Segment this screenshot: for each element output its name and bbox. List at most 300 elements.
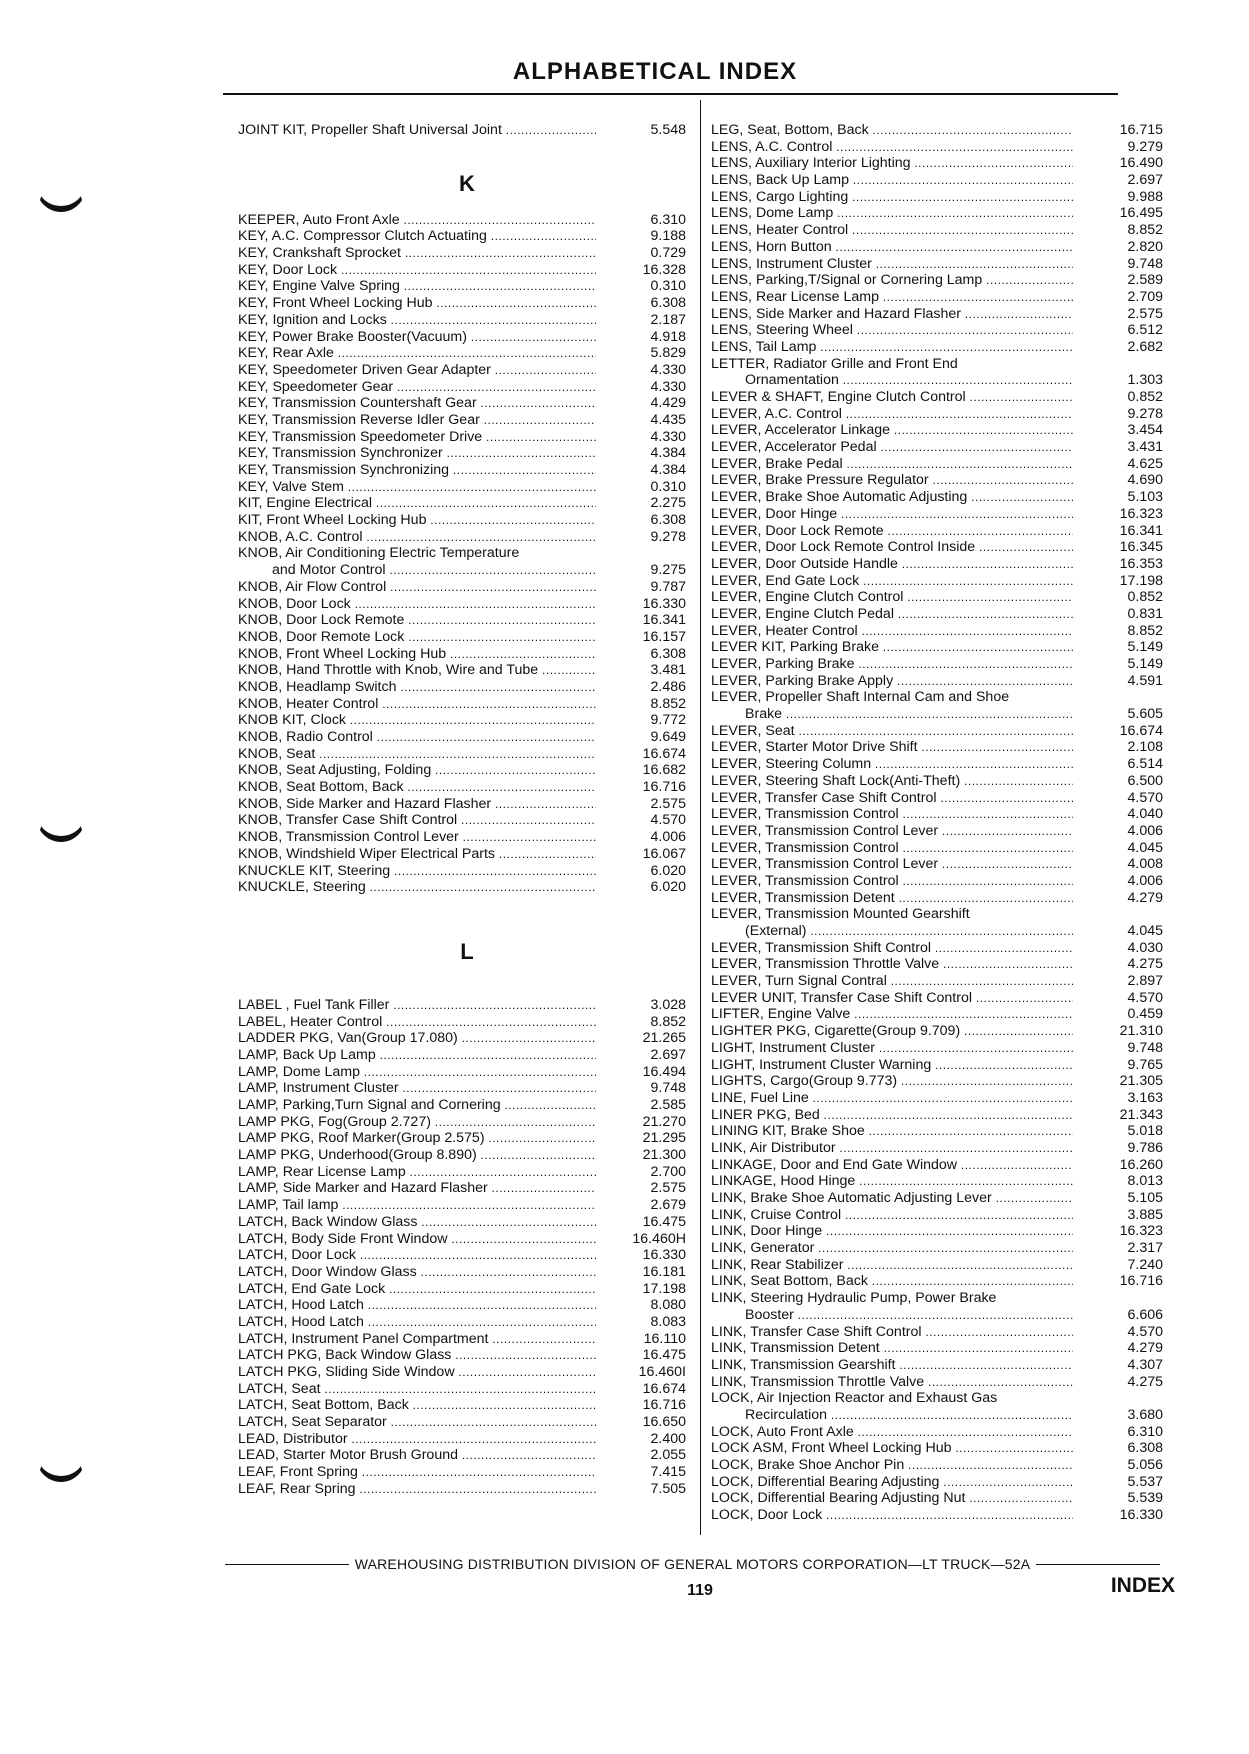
entry-page: 17.198 [1119,572,1163,589]
footer-rule-left [225,1564,349,1565]
entry-text: LEVER, Engine Clutch Control ..... [711,589,1073,606]
entry-text: LIGHTER PKG, Cigarette(Group 9.709) ..... [711,1023,1073,1040]
entry-text: LEVER, A.C. Control ..... [711,406,1073,423]
index-entry [711,1507,1163,1524]
entry-page: 6.512 [1127,322,1163,339]
entry-text: KEY, Transmission Speedometer Drive ..... [238,429,596,446]
entry-text: LEVER, Accelerator Linkage ..... [711,422,1073,439]
index-entry [238,212,686,229]
section-label: INDEX [1110,1574,1175,1597]
index-entry [238,679,686,696]
index-entry [238,1097,686,1114]
entry-page: 4.625 [1127,455,1163,472]
index-entry [711,1490,1163,1507]
entry-text: LINER PKG, Bed ..... [711,1107,1073,1124]
index-entry [711,172,1163,189]
entry-page: 4.275 [1127,956,1163,973]
entry-text: LAMP PKG, Roof Marker(Group 2.575) ..... [238,1130,596,1147]
entry-page: 4.006 [1127,822,1163,839]
entry-page: 5.829 [650,345,686,362]
footer-rule-right [1036,1564,1160,1565]
index-entry [711,956,1163,973]
entry-page: 4.330 [650,361,686,378]
entry-page: 6.500 [1127,772,1163,789]
entry-text: LEVER, Brake Pressure Regulator ..... [711,472,1073,489]
spacer [238,980,686,997]
entry-page: 21.300 [642,1147,686,1164]
entry-text: KEY, Door Lock ..... [238,262,596,279]
index-entry [711,523,1163,540]
entry-page: 0.852 [1127,589,1163,606]
entry-text: KEY, Rear Axle ..... [238,345,596,362]
entry-text: LENS, Cargo Lighting ..... [711,189,1073,206]
entry-text: LEVER, Parking Brake Apply ..... [711,673,1073,690]
entry-page: 16.490 [1119,155,1163,172]
entry-text: LINK, Rear Stabilizer ..... [711,1257,1073,1274]
entry-page: 16.181 [642,1263,686,1280]
index-entry [238,863,686,880]
entry-text: LATCH PKG, Sliding Side Window ..... [238,1364,596,1381]
entry-page: 0.729 [650,245,686,262]
entry-page: 0.310 [650,278,686,295]
entry-page: 4.006 [650,829,686,846]
index-entry [238,529,686,546]
entry-page: 6.308 [650,295,686,312]
index-entry [711,1073,1163,1090]
entry-page: 2.820 [1127,238,1163,255]
index-entry [238,829,686,846]
index-entry [711,1290,1163,1307]
entry-page: 16.330 [642,595,686,612]
binder-hole-top [36,160,86,212]
entry-text: LOCK ASM, Front Wheel Locking Hub ..... [711,1440,1073,1457]
index-entry [711,940,1163,957]
entry-text: LAMP, Dome Lamp ..... [238,1064,596,1081]
entry-text: KEY, A.C. Compressor Clutch Actuating ..... [238,228,596,245]
entry-page: 4.330 [650,428,686,445]
entry-text: LIGHTS, Cargo(Group 9.773) ..... [711,1073,1073,1090]
entry-text: Brake ..... [745,706,1073,723]
index-entry [238,362,686,379]
entry-page: 16.494 [642,1063,686,1080]
index-entry [238,629,686,646]
entry-text: KNOB, Radio Control ..... [238,729,596,746]
index-entry [711,289,1163,306]
index-entry [238,1481,686,1498]
index-entry [238,712,686,729]
entry-page: 3.028 [650,996,686,1013]
entry-page: 16.323 [1119,1223,1163,1240]
entry-page: 9.278 [1127,405,1163,422]
entry-text: LEVER, Door Hinge ..... [711,506,1073,523]
entry-text: LINK, Transmission Detent ..... [711,1340,1073,1357]
entry-text: LEAF, Front Spring ..... [238,1464,596,1481]
entry-page: 0.459 [1127,1006,1163,1023]
entry-text: KNOB, Heater Control ..... [238,696,596,713]
entry-text: LATCH, Back Window Glass ..... [238,1214,596,1231]
index-entry [711,973,1163,990]
index-entry [711,673,1163,690]
index-entry [238,1381,686,1398]
index-entry [711,439,1163,456]
index-entry [238,746,686,763]
index-entry [238,1397,686,1414]
index-entry [711,272,1163,289]
index-entry [238,245,686,262]
index-entry [711,723,1163,740]
entry-page: 9.787 [650,578,686,595]
entry-text: LINK, Transmission Gearshift ..... [711,1357,1073,1374]
entry-page: 2.486 [650,678,686,695]
entry-page: 7.240 [1127,1256,1163,1273]
entry-page: 4.435 [650,411,686,428]
index-entry [711,823,1163,840]
entry-page: 16.341 [1119,522,1163,539]
index-entry [238,762,686,779]
entry-page: 9.748 [1127,255,1163,272]
index-entry [711,606,1163,623]
entry-text: LEVER, Transmission Mounted Gearshift [711,906,970,923]
entry-page: 4.330 [650,378,686,395]
entry-text: LEAF, Rear Spring ..... [238,1481,596,1498]
entry-page: 21.265 [642,1030,686,1047]
entry-page: 21.310 [1119,1023,1163,1040]
entry-text: KNOB, Side Marker and Hazard Flasher ..... [238,796,596,813]
index-entry [238,462,686,479]
entry-page: 16.067 [642,845,686,862]
entry-page: 2.275 [650,495,686,512]
entry-text: LOCK, Air Injection Reactor and Exhaust Gas [711,1390,998,1407]
index-entry [711,139,1163,156]
entry-page: 6.514 [1127,756,1163,773]
index-entry [711,239,1163,256]
entry-page: 3.885 [1127,1206,1163,1223]
entry-page: 7.505 [650,1480,686,1497]
entry-text: KEY, Ignition and Locks ..... [238,312,596,329]
index-entry [711,1223,1163,1240]
index-entry [711,222,1163,239]
entry-text: LIFTER, Engine Valve ..... [711,1006,1073,1023]
index-entry [711,1023,1163,1040]
entry-page: 9.786 [1127,1139,1163,1156]
index-entry [238,278,686,295]
index-entry [238,812,686,829]
index-entry [238,228,686,245]
entry-text: LATCH, Hood Latch ..... [238,1314,596,1331]
entry-text: Recirculation ..... [745,1407,1073,1424]
entry-text: LOCK, Auto Front Axle ..... [711,1424,1073,1441]
entry-text: LENS, Tail Lamp ..... [711,339,1073,356]
index-entry [711,1107,1163,1124]
entry-text: LIGHT, Instrument Cluster ..... [711,1040,1073,1057]
entry-page: 4.570 [1127,789,1163,806]
entry-page: 2.575 [650,795,686,812]
entry-page: 9.748 [1127,1039,1163,1056]
entry-page: 3.431 [1127,439,1163,456]
entry-page: 9.275 [650,562,686,579]
entry-text: KEEPER, Auto Front Axle ..... [238,212,596,229]
index-entry [711,573,1163,590]
entry-page: 4.045 [1127,923,1163,939]
index-entry [711,489,1163,506]
entry-page: 17.198 [642,1280,686,1297]
entry-text: LINKAGE, Hood Hinge ..... [711,1173,1073,1190]
entry-text: LOCK, Differential Bearing Adjusting ..... [711,1474,1073,1491]
entry-page: 6.020 [650,862,686,879]
index-entry [238,329,686,346]
entry-page: 16.674 [1119,722,1163,739]
index-entry [238,122,686,139]
entry-page: 4.690 [1127,472,1163,489]
entry-page: 2.709 [1127,288,1163,305]
entry-page: 16.341 [642,612,686,629]
entry-text: LEVER & SHAFT, Engine Clutch Control ..... [711,389,1073,406]
entry-text: KEY, Crankshaft Sprocket ..... [238,245,596,262]
entry-text: LENS, Auxiliary Interior Lighting ..... [711,155,1073,172]
entry-page: 21.343 [1119,1106,1163,1123]
index-entry [711,256,1163,273]
entry-text: LINK, Generator ..... [711,1240,1073,1257]
entry-page: 4.307 [1127,1356,1163,1373]
index-entry [238,612,686,629]
entry-text: KIT, Front Wheel Locking Hub ..... [238,512,596,529]
entry-page: 4.918 [650,328,686,345]
entry-text: LEVER, Steering Shaft Lock(Anti-Theft) ..... [711,773,1073,790]
index-entry [711,806,1163,823]
index-entry [711,906,1163,923]
entry-text: JOINT KIT, Propeller Shaft Universal Joint ..... [238,122,596,139]
index-entry [711,1457,1163,1474]
entry-text: LEVER, Starter Motor Drive Shift ..... [711,739,1073,756]
entry-page: 9.279 [1127,138,1163,155]
index-entry [238,579,686,596]
entry-page: 8.852 [1127,222,1163,239]
index-entry [711,790,1163,807]
entry-text: LIGHT, Instrument Cluster Warning ..... [711,1057,1073,1074]
entry-text: LEVER, Parking Brake ..... [711,656,1073,673]
entry-text: LINK, Steering Hydraulic Pump, Power Brake [711,1290,997,1307]
entry-text: LEVER, Transmission Throttle Valve ..... [711,956,1073,973]
index-entry [238,1264,686,1281]
entry-text: LATCH, Seat Separator ..... [238,1414,596,1431]
entry-text: LEVER, Transmission Control ..... [711,840,1073,857]
entry-text: KNUCKLE KIT, Steering ..... [238,863,596,880]
entry-page: 16.475 [642,1347,686,1364]
entry-page: 16.650 [642,1414,686,1431]
entry-text: LENS, Steering Wheel ..... [711,322,1073,339]
entry-page: 16.674 [642,1380,686,1397]
index-entry [238,1197,686,1214]
entry-page: 16.345 [1119,539,1163,556]
left-column [238,122,686,1498]
entry-page: 9.988 [1127,188,1163,205]
entry-text: LENS, Instrument Cluster ..... [711,256,1073,273]
entry-text: KEY, Transmission Countershaft Gear ..... [238,395,596,412]
index-entry [711,506,1163,523]
entry-text: LEAD, Starter Motor Brush Ground ..... [238,1447,596,1464]
entry-text: KNOB, Transfer Case Shift Control ..... [238,812,596,829]
footer-division-text: WAREHOUSING DISTRIBUTION DIVISION OF GENERAL MOTORS CORPORATION—LT TRUCK—52A [354,1556,1031,1572]
index-entry [238,879,686,896]
index-entry [711,539,1163,556]
entry-text: LOCK, Brake Shoe Anchor Pin ..... [711,1457,1073,1474]
entry-text: KEY, Transmission Reverse Idler Gear ..... [238,412,596,429]
entry-text: LEVER, Engine Clutch Pedal ..... [711,606,1073,623]
entry-text: KEY, Engine Valve Spring ..... [238,278,596,295]
index-entry [711,1173,1163,1190]
index-entry [711,205,1163,222]
entry-page: 16.260 [1119,1156,1163,1173]
entry-page: 2.108 [1127,739,1163,756]
entry-page: 1.303 [1127,372,1163,389]
entry-text: LENS, Rear License Lamp ..... [711,289,1073,306]
entry-text: KEY, Transmission Synchronizer ..... [238,445,596,462]
entry-text: KNOB, Door Lock ..... [238,596,596,613]
index-entry [711,1324,1163,1341]
index-entry [238,262,686,279]
section-heading-k: K [459,170,475,196]
entry-text: LEVER, Accelerator Pedal ..... [711,439,1073,456]
entry-page: 5.103 [1127,489,1163,506]
index-entry [711,189,1163,206]
entry-text: LAMP, Tail lamp ..... [238,1197,596,1214]
entry-text: LEVER, Steering Column ..... [711,756,1073,773]
index-entry [711,1207,1163,1224]
index-entry [711,1307,1163,1324]
entry-page: 4.275 [1127,1373,1163,1390]
index-entry [711,1157,1163,1174]
entry-page: 5.605 [1127,706,1163,723]
entry-page: 9.188 [650,228,686,245]
entry-text: KNOB, Air Conditioning Electric Temperature [238,545,520,562]
entry-text: LAMP, Instrument Cluster ..... [238,1080,596,1097]
entry-text: LEVER, Door Lock Remote ..... [711,523,1073,540]
entry-text: LINE, Fuel Line ..... [711,1090,1073,1107]
index-entry [238,1297,686,1314]
entry-text: KEY, Valve Stem ..... [238,479,596,496]
entry-page: 6.308 [650,512,686,529]
entry-page: 4.570 [650,812,686,829]
entry-page: 6.020 [650,879,686,896]
entry-page: 2.055 [650,1447,686,1464]
entry-page: 0.310 [650,478,686,495]
entry-text: LEG, Seat, Bottom, Back ..... [711,122,1073,139]
index-entry [711,422,1163,439]
entry-page: 6.308 [650,645,686,662]
entry-page: 3.454 [1127,422,1163,439]
index-entry [711,1357,1163,1374]
entry-page: 4.279 [1127,1340,1163,1357]
page-number: 119 [687,1582,713,1599]
entry-page: 8.080 [650,1297,686,1314]
entry-page: 4.570 [1127,989,1163,1006]
index-entry [711,1374,1163,1391]
entry-text: LINK, Brake Shoe Automatic Adjusting Lever ..... [711,1190,1073,1207]
binder-hole-bottom [36,1430,86,1482]
entry-page: 16.716 [642,1397,686,1414]
entry-page: 16.715 [1119,122,1163,138]
entry-page: 4.570 [1127,1323,1163,1340]
entry-text: LENS, Parking,T/Signal or Cornering Lamp ..... [711,272,1073,289]
index-entry [711,1440,1163,1457]
entry-text: LINING KIT, Brake Shoe ..... [711,1123,1073,1140]
index-entry [711,873,1163,890]
entry-text: Booster ..... [745,1307,1073,1324]
entry-text: LEVER, Transmission Control ..... [711,873,1073,890]
entry-text: LEVER, Door Lock Remote Control Inside ..... [711,539,1073,556]
index-entry [238,1281,686,1298]
entry-text: LATCH, Door Lock ..... [238,1247,596,1264]
index-entry [238,379,686,396]
entry-page: 2.897 [1127,973,1163,990]
index-entry [711,773,1163,790]
entry-text: LEVER, Heater Control ..... [711,623,1073,640]
entry-page: 2.589 [1127,272,1163,289]
entry-page: 0.852 [1127,389,1163,405]
entry-text: (External) ..... [745,923,1073,940]
entry-page: 3.680 [1127,1406,1163,1423]
entry-text: LENS, Back Up Lamp ..... [711,172,1073,189]
index-entry [238,1214,686,1231]
index-entry [238,1331,686,1348]
entry-page: 2.585 [650,1097,686,1113]
entry-page: 2.700 [650,1163,686,1180]
entry-page: 2.317 [1127,1240,1163,1257]
entry-page: 16.330 [642,1247,686,1264]
entry-page: 16.157 [642,628,686,645]
index-entry [238,1114,686,1131]
entry-page: 6.308 [1127,1440,1163,1457]
index-entry [711,623,1163,640]
entry-page: 9.278 [650,528,686,545]
index-entry [238,545,686,562]
entry-text: LEVER, Transmission Control ..... [711,806,1073,823]
index-entry [238,1030,686,1047]
index-entry [238,1247,686,1264]
index-entry [711,1424,1163,1441]
index-entry [711,1257,1163,1274]
index-entry [238,1231,686,1248]
entry-page: 8.852 [650,1013,686,1030]
entry-page: 3.163 [1127,1089,1163,1106]
index-entry [711,739,1163,756]
entry-page: 4.384 [650,462,686,478]
index-entry [711,990,1163,1007]
right-entries [711,122,1163,1524]
index-entry [238,1414,686,1431]
entry-text: LAMP PKG, Fog(Group 2.727) ..... [238,1114,596,1131]
entry-text: LINK, Door Hinge ..... [711,1223,1073,1240]
entry-text: LEVER, End Gate Lock ..... [711,573,1073,590]
entry-text: KNOB, Seat Bottom, Back ..... [238,779,596,796]
index-entry [711,1040,1163,1057]
entry-page: 9.649 [650,729,686,745]
entry-page: 2.679 [650,1197,686,1214]
entry-page: 21.295 [642,1130,686,1147]
entry-page: 6.606 [1127,1306,1163,1323]
entry-text: LADDER PKG, Van(Group 17.080) ..... [238,1030,596,1047]
entry-page: 7.415 [650,1464,686,1481]
entry-text: LEVER, Propeller Shaft Internal Cam and Shoe [711,689,1010,706]
entry-text: KNOB, Headlamp Switch ..... [238,679,596,696]
entry-page: 4.006 [1127,872,1163,889]
entry-page: 16.674 [642,745,686,762]
index-entry [711,389,1163,406]
index-entry [711,356,1163,373]
entry-text: LATCH, Instrument Panel Compartment ..... [238,1331,596,1348]
index-entry [238,479,686,496]
index-entry [238,779,686,796]
